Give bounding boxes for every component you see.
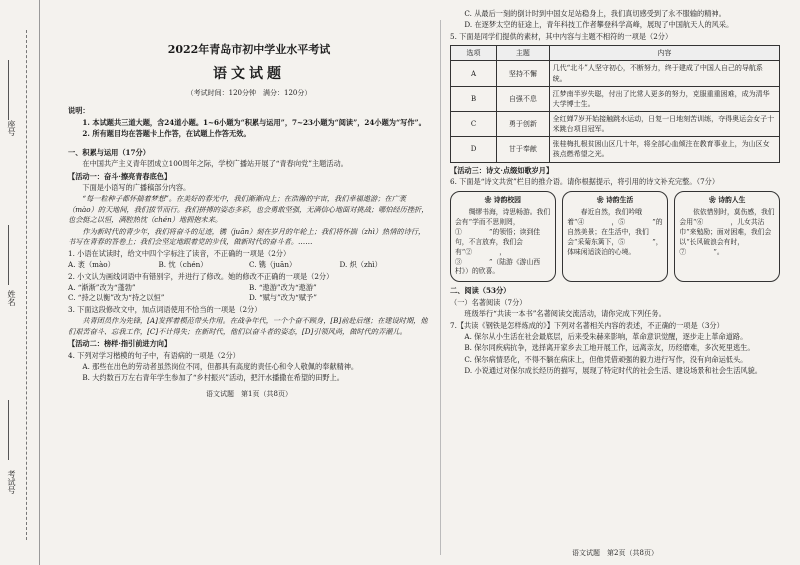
q4-option-c: C. 从最后一刻的倒计时到中国女足站稳身上，我们真切感受到了永不服输的精神。 bbox=[464, 9, 726, 18]
table-row bbox=[451, 86, 780, 111]
name-label: 姓名 bbox=[7, 290, 16, 306]
passage-para-1: “每一粒种子都怀揣着梦想”。在美好的春光中，我们渐渐向上；在浩瀚的宇宙，我们幸福遨游；在广袤（mào）的天地间，我们拔节而行。我们拼搏的姿态多彩，也会勇敢坚强，无满信心地面对挑战；哪怕经历挫折，也会挺之以恒，满腔热忱（chén）地拥抱未来。 bbox=[68, 194, 429, 225]
poem-card-text: 依依惜别时，莫伤感，我们会用“⑥ ，儿女共沾巾”来勉励；面对困难，我们会以“长风破浪会有时，⑦ ”。 bbox=[679, 208, 775, 256]
flower-icon: ❀ bbox=[484, 196, 492, 205]
poem-card bbox=[450, 191, 556, 282]
q7-option-b: B. 保尔同疾病抗争，选择离开家乡去工地开展工作，远离亲友，历经磨难，多次死里逃生。 bbox=[464, 343, 755, 353]
material-table bbox=[450, 45, 780, 162]
subject-title: 语文试题 bbox=[213, 65, 285, 82]
exam-no-blank bbox=[8, 400, 9, 460]
poem-card bbox=[674, 191, 780, 282]
col-header-content: 内容 bbox=[549, 46, 779, 61]
q7-option-a: A. 保尔从小生活在社会最底层，后来受朱赫来影响，革命意识觉醒，逐步走上革命道路。 bbox=[464, 331, 748, 341]
question-7: 7.【共读《钢铁是怎样炼成的》】下列对名著相关内容的表述，不正确的一项是（3分） bbox=[450, 320, 724, 330]
q7-option-c: C. 保尔病情恶化，不得不躺在病床上，但他凭借顽强的毅力进行写作，没有向命运低头。 bbox=[464, 354, 748, 364]
page-1 bbox=[68, 30, 430, 398]
col-header-theme: 主题 bbox=[497, 46, 550, 61]
question-3-text: 共青团员作为先锋，[A]发挥着模范带头作用。在战争年代，一个个奋不顾身，[B]前赴后继；在建设时期，他们艰苦奋斗、忘我工作，[C]不计得失；在新时代，他们以奋斗者的姿态，[D]引领风尚，做时代的弄潮儿。 bbox=[68, 316, 428, 336]
subsection-1-desc: 班级举行“共读一本书”名著阅读交流活动，请你完成下列任务。 bbox=[464, 309, 666, 319]
question-6: 6. 下面是“诗文共赏”栏目的推介语。请你根据提示，将引用的诗文补充完整。（7分） bbox=[450, 177, 720, 187]
table-cell: D bbox=[451, 137, 497, 162]
page-1-footer: 语文试题 第1页（共8页） bbox=[206, 389, 292, 398]
q2-option-a: A. “渐渐”改为“蓬勃” bbox=[68, 282, 136, 292]
note-1: 1. 本试题共三道大题，含24道小题。1~6小题为“积累与运用”，7~23小题为“阅读”，24小题为“写作”。 bbox=[82, 117, 426, 127]
name-blank bbox=[8, 225, 9, 285]
q4-option-d: D. 在逐梦太空的征途上，青年科技工作者攀登科学高峰，展现了中国航天人的风采。 bbox=[464, 20, 734, 30]
table-cell: B bbox=[451, 86, 497, 111]
page-divider bbox=[440, 20, 441, 555]
q1-option-d: D. 炽（zhì） bbox=[339, 260, 382, 270]
poem-cards bbox=[450, 191, 780, 282]
activity-1-desc: 下面是小语写的广播稿部分内容。 bbox=[82, 183, 191, 192]
question-1: 1. 小语在试读时，给文中四个字标注了读音，不正确的一项是（2分） bbox=[68, 248, 291, 258]
exam-no-label: 考试号 bbox=[7, 470, 16, 494]
poem-card-text: 绸缪书海，诗思畅游。我们会有“学而不思则罔，① ”的领悟；读到佳句，不言放弃，我们会有“② ，③ ”（陆游《游山西村》）的欣喜。 bbox=[455, 208, 551, 276]
table-row bbox=[451, 112, 780, 137]
q2-option-b: B. “遨游”改为“遨游” bbox=[249, 282, 317, 292]
seat-label: 座号 bbox=[7, 120, 16, 136]
table-cell: 勇于创新 bbox=[497, 112, 550, 137]
section-2-heading: 二、阅读（53分） bbox=[450, 286, 511, 296]
activity-1-heading: 【活动一：奋斗·擦亮青春底色】 bbox=[68, 171, 172, 181]
page-2-footer: 语文试题 第2页（共8页） bbox=[572, 549, 658, 557]
poem-card-title: ❀ 诗韵校园 bbox=[484, 196, 521, 205]
flower-icon: ❀ bbox=[596, 196, 604, 205]
table-row bbox=[451, 61, 780, 86]
question-5: 5. 下面是同学们提供的素材，其中内容与主题不相符的一项是（2分） bbox=[450, 31, 673, 41]
table-cell: 几代“北斗”人坚守初心，不断努力，终于建成了中国人自己的导航系统。 bbox=[549, 61, 779, 86]
question-4: 4. 下列对学习楷模的句子中，有语病的一项是（2分） bbox=[68, 350, 240, 360]
table-row bbox=[451, 137, 780, 162]
question-2: 2. 小文认为画线词语中有错别字，并进行了修改。她的修改不正确的一项是（2分） bbox=[68, 271, 334, 281]
q4-option-a: A. 那些在出色的劳动者虽然岗位不同，但都具有高度的责任心和令人敬佩的奉献精神。 bbox=[82, 362, 359, 371]
q1-option-a: A. 袤（mào） bbox=[68, 260, 115, 270]
question-2-options bbox=[68, 283, 430, 304]
subsection-1-heading: （一）名著阅读（7分） bbox=[450, 297, 527, 307]
seat-blank bbox=[8, 60, 9, 120]
page-2 bbox=[450, 8, 780, 378]
q7-option-d: D. 小说通过对保尔成长经历的描写，展现了特定时代的社会生活、建设场景和社会生活风貌。 bbox=[464, 366, 762, 376]
q2-option-d: D. “赋与”改为“赋予” bbox=[249, 293, 317, 303]
q2-option-c: C. “持之以衡”改为“持之以恒” bbox=[68, 293, 165, 303]
flower-icon: ❀ bbox=[709, 196, 716, 205]
binding-gutter bbox=[0, 0, 40, 565]
passage-para-2: 作为新时代的青少年，我们将奋斗的足迹，镌（juān）刻在岁月的年轮上；我们将怀揣（zhì）热情的诗行，书写在青春的答卷上；我们会坚定地跟着党的步伐，做新时代的奋斗者。…… bbox=[68, 226, 426, 247]
q1-option-b: B. 忱（chén） bbox=[158, 260, 208, 270]
intro-text: 在中国共产主义青年团成立100周年之际，学校广播站开展了“青春向党”主题活动。 bbox=[82, 159, 348, 169]
table-header-row bbox=[451, 46, 780, 61]
question-3: 3. 下面这段修改文中，加点词语使用不恰当的一项是（2分） bbox=[68, 304, 262, 314]
section-1-heading: 一、积累与运用（17分） bbox=[68, 147, 150, 157]
question-1-options bbox=[68, 260, 430, 270]
poem-card bbox=[562, 191, 668, 282]
table-cell: 张桂梅扎根贫困山区几十年，将全部心血倾注在教育事业上，为山区女孩点燃希望之光。 bbox=[549, 137, 779, 162]
table-cell: 全红婵7岁开始接触跳水运动，日复一日地刻苦训练，夺得奥运会女子十米跳台项目冠军。 bbox=[549, 112, 779, 137]
exam-title: 2022年青岛市初中学业水平考试 bbox=[167, 43, 331, 56]
col-header-option: 选项 bbox=[451, 46, 497, 61]
activity-3-heading: 【活动三：诗文·点缀如歌岁月】 bbox=[450, 165, 554, 175]
note-2: 2. 所有题目均在答题卡上作答，在试题上作答无效。 bbox=[82, 129, 251, 139]
poem-card-title: ❀ 诗韵生活 bbox=[596, 196, 634, 205]
table-cell: C bbox=[451, 112, 497, 137]
table-cell: 坚持不懈 bbox=[497, 61, 550, 86]
exam-meta: （考试时间：120分钟 满分：120分） bbox=[186, 89, 312, 98]
poem-card-title: ❀ 诗韵人生 bbox=[709, 196, 746, 205]
activity-2-heading: 【活动二：榜样·指引前进方向】 bbox=[68, 339, 172, 349]
notes-heading: 说明： bbox=[68, 106, 90, 116]
table-cell: A bbox=[451, 61, 497, 86]
table-cell: 自强不息 bbox=[497, 86, 550, 111]
table-cell: 甘于奉献 bbox=[497, 137, 550, 162]
table-cell: 江梦南半岁失聪，付出了比常人更多的努力，克服重重困难，成为清华大学博士生。 bbox=[549, 86, 779, 111]
cut-line bbox=[26, 30, 27, 540]
q1-option-c: C. 镌（juān） bbox=[249, 260, 297, 270]
q4-option-b: B. 大约数百万左右青年学生参加了“乡村振兴”活动，把汗水播撒在希望的田野上。 bbox=[82, 373, 344, 383]
poem-card-text: 春近自然，我们吟哦着“④ ，⑤ ”的自然美景；在生活中，我们会“采菊东篱下，⑤ ”，体味闲适淡泊的心境。 bbox=[567, 208, 663, 256]
